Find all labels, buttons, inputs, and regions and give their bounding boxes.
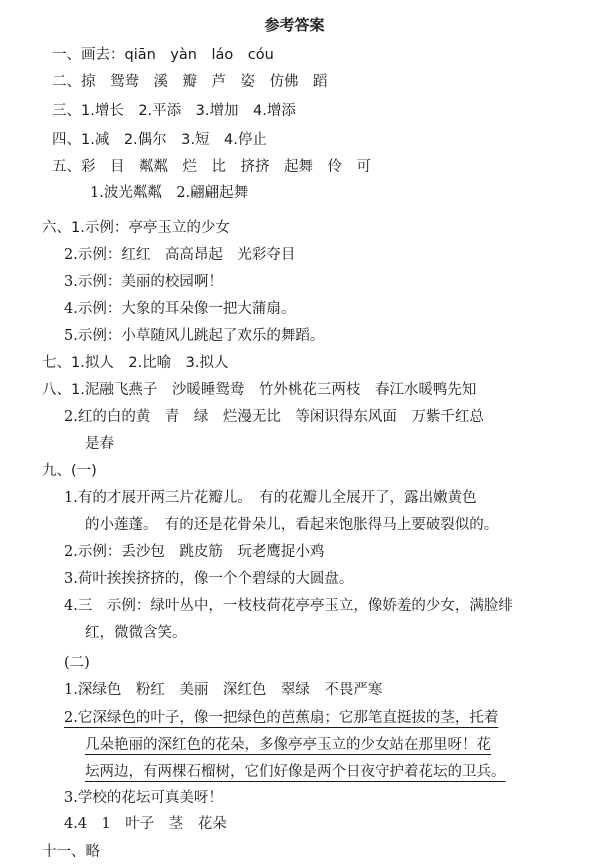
answer-line: 九、(一) xyxy=(42,463,97,479)
answer-line: 1.波光粼粼 2.翩翩起舞 xyxy=(90,185,249,201)
underlined-answer-line: 几朵艳丽的深红色的花朵，多像亭亭玉立的少女站在那里呀！花 xyxy=(85,737,491,753)
answer-line: 五、彩 目 粼粼 烂 比 挤挤 起舞 伶 可 xyxy=(52,159,371,175)
answer-line: 4.4 1 叶子 茎 花朵 xyxy=(64,816,227,832)
answer-line: 红，微微含笑。 xyxy=(85,625,187,641)
answer-line: 1.深绿色 粉红 美丽 深红色 翠绿 不畏严寒 xyxy=(64,682,383,698)
answer-line: 3.学校的花坛可真美呀！ xyxy=(64,790,223,806)
answer-line: 一、画去：qiān yàn láo cóu xyxy=(52,47,274,63)
answer-line: 4.示例：大象的耳朵像一把大蒲扇。 xyxy=(64,301,296,317)
answer-line: 六、1.示例：亭亭玉立的少女 xyxy=(42,220,230,236)
answer-line: 十一、略 xyxy=(42,844,100,860)
answer-line: 四、1.减 2.偶尔 3.短 4.停止 xyxy=(52,132,267,148)
answer-line: 2.示例：红红 高高昂起 光彩夺目 xyxy=(64,247,296,263)
answer-line: 三、1.增长 2.平添 3.增加 4.增添 xyxy=(52,103,296,119)
answer-line: 1.有的才展开两三片花瓣儿。 有的花瓣儿全展开了，露出嫩黄色 xyxy=(64,490,477,506)
page-title: 参考答案 xyxy=(264,16,325,34)
answer-line: 5.示例：小草随风儿跳起了欢乐的舞蹈。 xyxy=(64,328,325,344)
answer-line: 八、1.泥融飞燕子 沙暖睡鸳鸯 竹外桃花三两枝 春江水暖鸭先知 xyxy=(42,382,477,398)
answer-line: 2.红的白的黄 青 绿 烂漫无比 等闲识得东风面 万紫千红总 xyxy=(64,409,484,425)
answer-line: 七、1.拟人 2.比喻 3.拟人 xyxy=(42,355,229,371)
answer-line: 4.三 示例：绿叶丛中，一枝枝荷花亭亭玉立，像娇羞的少女，满脸绯 xyxy=(64,598,513,614)
answer-line: (二) xyxy=(64,655,90,671)
answer-line: 3.示例：美丽的校园啊！ xyxy=(64,274,223,290)
underlined-answer-line: 2.它深绿色的叶子，像一把绿色的芭蕉扇；它那笔直挺拔的茎，托着 xyxy=(64,710,499,726)
answer-line: 二、掠 鸳鸯 溪 瓣 芦 姿 仿佛 蹈 xyxy=(52,74,328,90)
answer-line: 是春 xyxy=(85,436,114,452)
answer-line: 的小莲蓬。 有的还是花骨朵儿，看起来饱胀得马上要破裂似的。 xyxy=(85,517,499,533)
answer-line: 2.示例：丢沙包 跳皮筋 玩老鹰捉小鸡 xyxy=(64,544,325,560)
underlined-answer-line: 坛两边，有两棵石榴树，它们好像是两个日夜守护着花坛的卫兵。 xyxy=(85,764,506,780)
answer-line: 3.荷叶挨挨挤挤的，像一个个碧绿的大圆盘。 xyxy=(64,571,354,587)
